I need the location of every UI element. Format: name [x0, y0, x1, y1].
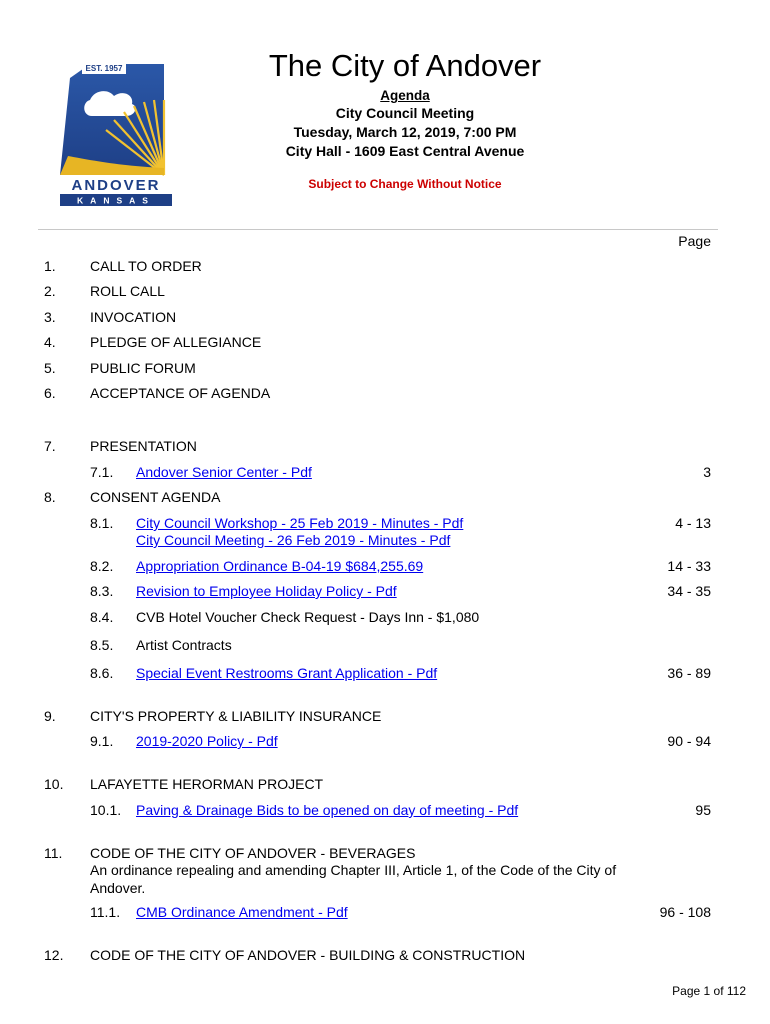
sub-item-number: 11.1.: [90, 904, 121, 920]
page-ref: 96 - 108: [659, 904, 711, 920]
workshop-minutes-link[interactable]: City Council Workshop - 25 Feb 2019 - Minutes - Pdf: [136, 515, 464, 531]
item-number: 4.: [44, 334, 56, 350]
page-title: The City of Andover: [268, 48, 542, 83]
meeting-minutes-link[interactable]: City Council Meeting - 26 Feb 2019 - Minutes - Pdf: [136, 532, 451, 548]
meeting-name: City Council Meeting: [335, 105, 475, 121]
item-number: 11.: [44, 845, 63, 861]
sub-item-number: 8.4.: [90, 609, 114, 625]
page-ref: 34 - 35: [667, 583, 711, 599]
page-ref: 3: [703, 464, 711, 480]
holiday-policy-link[interactable]: Revision to Employee Holiday Policy - Pdf: [136, 583, 397, 599]
sub-item-number: 8.6.: [90, 665, 114, 681]
item-title: PUBLIC FORUM: [90, 360, 196, 376]
item-title: CODE OF THE CITY OF ANDOVER - BUILDING & CONSTRUCTION: [90, 947, 526, 963]
item-title: ROLL CALL: [90, 283, 165, 299]
sub-item-text: Artist Contracts: [136, 637, 232, 653]
meeting-location: City Hall - 1609 East Central Avenue: [285, 143, 525, 159]
sub-item-text: CVB Hotel Voucher Check Request - Days Inn - $1,080: [136, 609, 480, 625]
item-title: PRESENTATION: [90, 438, 197, 454]
cmb-ordinance-link[interactable]: CMB Ordinance Amendment - Pdf: [136, 904, 348, 920]
insurance-policy-link[interactable]: 2019-2020 Policy - Pdf: [136, 733, 278, 749]
item-title: INVOCATION: [90, 309, 177, 325]
paving-bids-link[interactable]: Paving & Drainage Bids to be opened on day of meeting - Pdf: [136, 802, 519, 818]
item-number: 5.: [44, 360, 56, 376]
logo-state: KANSAS: [77, 195, 155, 206]
item-title: PLEDGE OF ALLEGIANCE: [90, 334, 262, 350]
restrooms-grant-link[interactable]: Special Event Restrooms Grant Application - Pdf: [136, 665, 438, 681]
sub-item-number: 8.1.: [90, 515, 114, 531]
item-number: 7.: [44, 438, 56, 454]
page-counter: Page 1 of 112: [672, 984, 746, 998]
item-title: LAFAYETTE HERORMAN PROJECT: [90, 776, 324, 792]
andover-logo: [60, 60, 172, 206]
agenda-heading: Agenda: [380, 88, 430, 103]
page-column-label: Page: [678, 233, 711, 249]
senior-center-link[interactable]: Andover Senior Center - Pdf: [136, 464, 312, 480]
sub-item-number: 9.1.: [90, 733, 114, 749]
item-title: ACCEPTANCE OF AGENDA: [90, 385, 271, 401]
appropriation-ordinance-link[interactable]: Appropriation Ordinance B-04-19 $684,255.69: [136, 558, 424, 574]
page-ref: 36 - 89: [667, 665, 711, 681]
sub-item-number: 8.3.: [90, 583, 114, 599]
item-description: An ordinance repealing and amending Chapter III, Article 1, of the Code of the City of Andover.: [90, 862, 617, 896]
item-number: 10.: [44, 776, 64, 792]
logo-name: ANDOVER: [71, 177, 161, 194]
sub-item-number: 7.1.: [90, 464, 114, 480]
page-ref: 4 - 13: [675, 515, 711, 531]
sub-item-number: 10.1.: [90, 802, 122, 818]
item-number: 2.: [44, 283, 56, 299]
item-number: 8.: [44, 489, 56, 505]
item-title: CODE OF THE CITY OF ANDOVER - BEVERAGES: [90, 845, 416, 861]
item-number: 6.: [44, 385, 56, 401]
meeting-datetime: Tuesday, March 12, 2019, 7:00 PM: [293, 124, 517, 140]
item-number: 3.: [44, 309, 56, 325]
item-title: CONSENT AGENDA: [90, 489, 221, 505]
item-title: CITY'S PROPERTY & LIABILITY INSURANCE: [90, 708, 382, 724]
page-ref: 90 - 94: [667, 733, 711, 749]
page-ref: 14 - 33: [667, 558, 711, 574]
change-notice: Subject to Change Without Notice: [308, 177, 502, 191]
header-divider: [38, 229, 718, 230]
item-number: 12.: [44, 947, 64, 963]
item-number: 1.: [44, 258, 56, 274]
sub-item-number: 8.2.: [90, 558, 114, 574]
sub-item-number: 8.5.: [90, 637, 114, 653]
est-label: EST. 1957: [85, 64, 123, 73]
page-ref: 95: [695, 802, 711, 818]
item-number: 9.: [44, 708, 56, 724]
item-title: CALL TO ORDER: [90, 258, 202, 274]
